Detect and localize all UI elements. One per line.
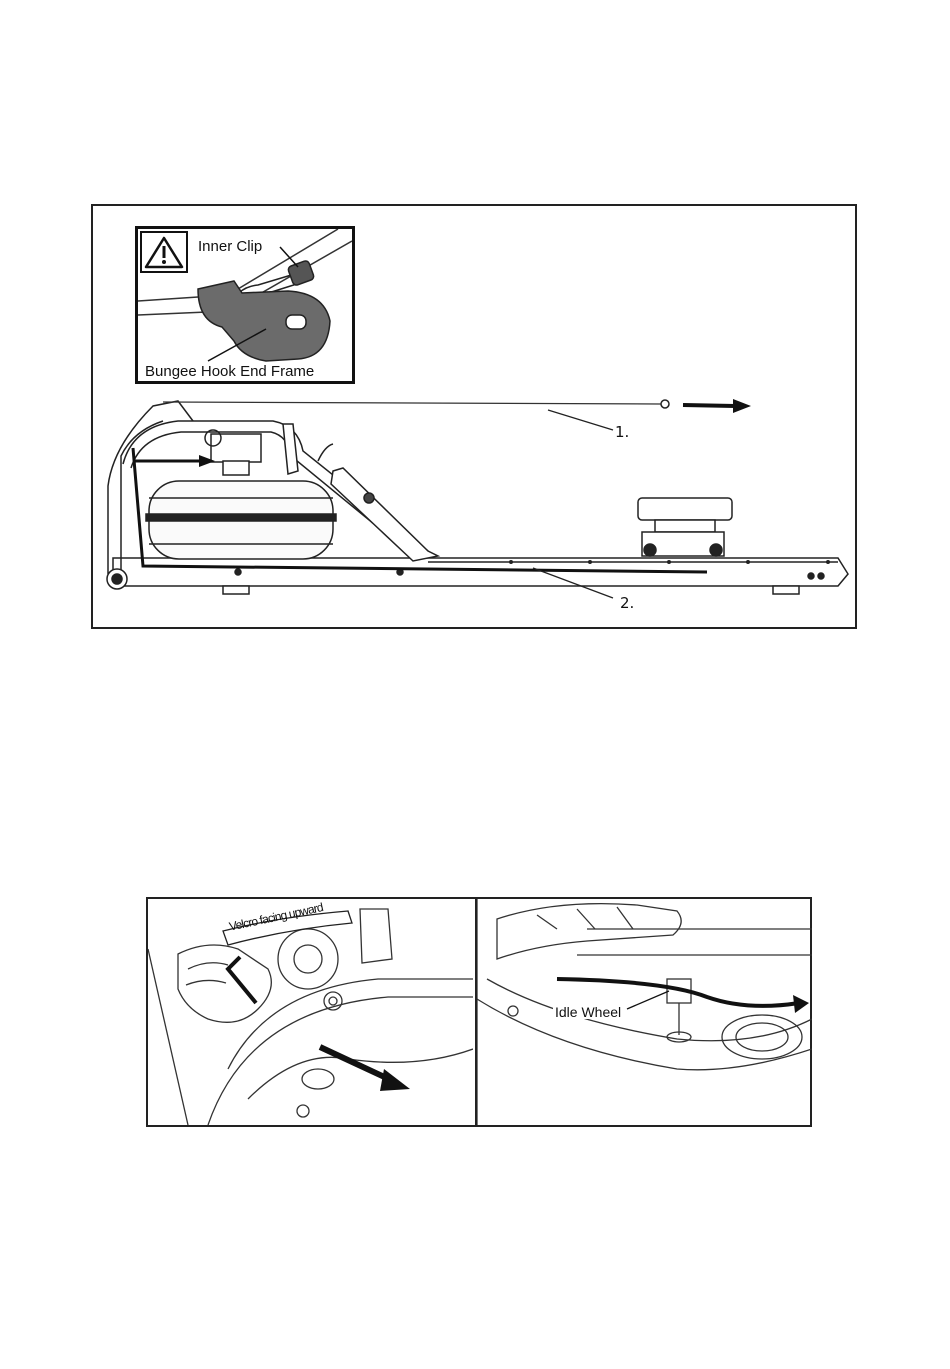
strap-routing-figure	[146, 897, 812, 1127]
bungee-hook-detail-inset	[135, 226, 355, 384]
inner-clip-label: Inner Clip	[198, 238, 263, 255]
velcro-facing-upward-label: Velcro facing upward	[227, 900, 325, 934]
idle-wheel-drawing	[477, 899, 812, 1125]
rower-overview-figure	[91, 204, 857, 629]
callout-1-label: 1.	[615, 423, 630, 441]
velcro-drawing	[148, 899, 473, 1125]
bungee-hook-end-frame-label: Bungee Hook End Frame	[145, 363, 315, 380]
idle-wheel-label: Idle Wheel	[555, 1004, 622, 1020]
idle-wheel-panel	[475, 899, 812, 1125]
callout-2-label: 2.	[620, 594, 635, 612]
warning-triangle-icon	[141, 232, 187, 272]
velcro-panel	[148, 899, 473, 1125]
